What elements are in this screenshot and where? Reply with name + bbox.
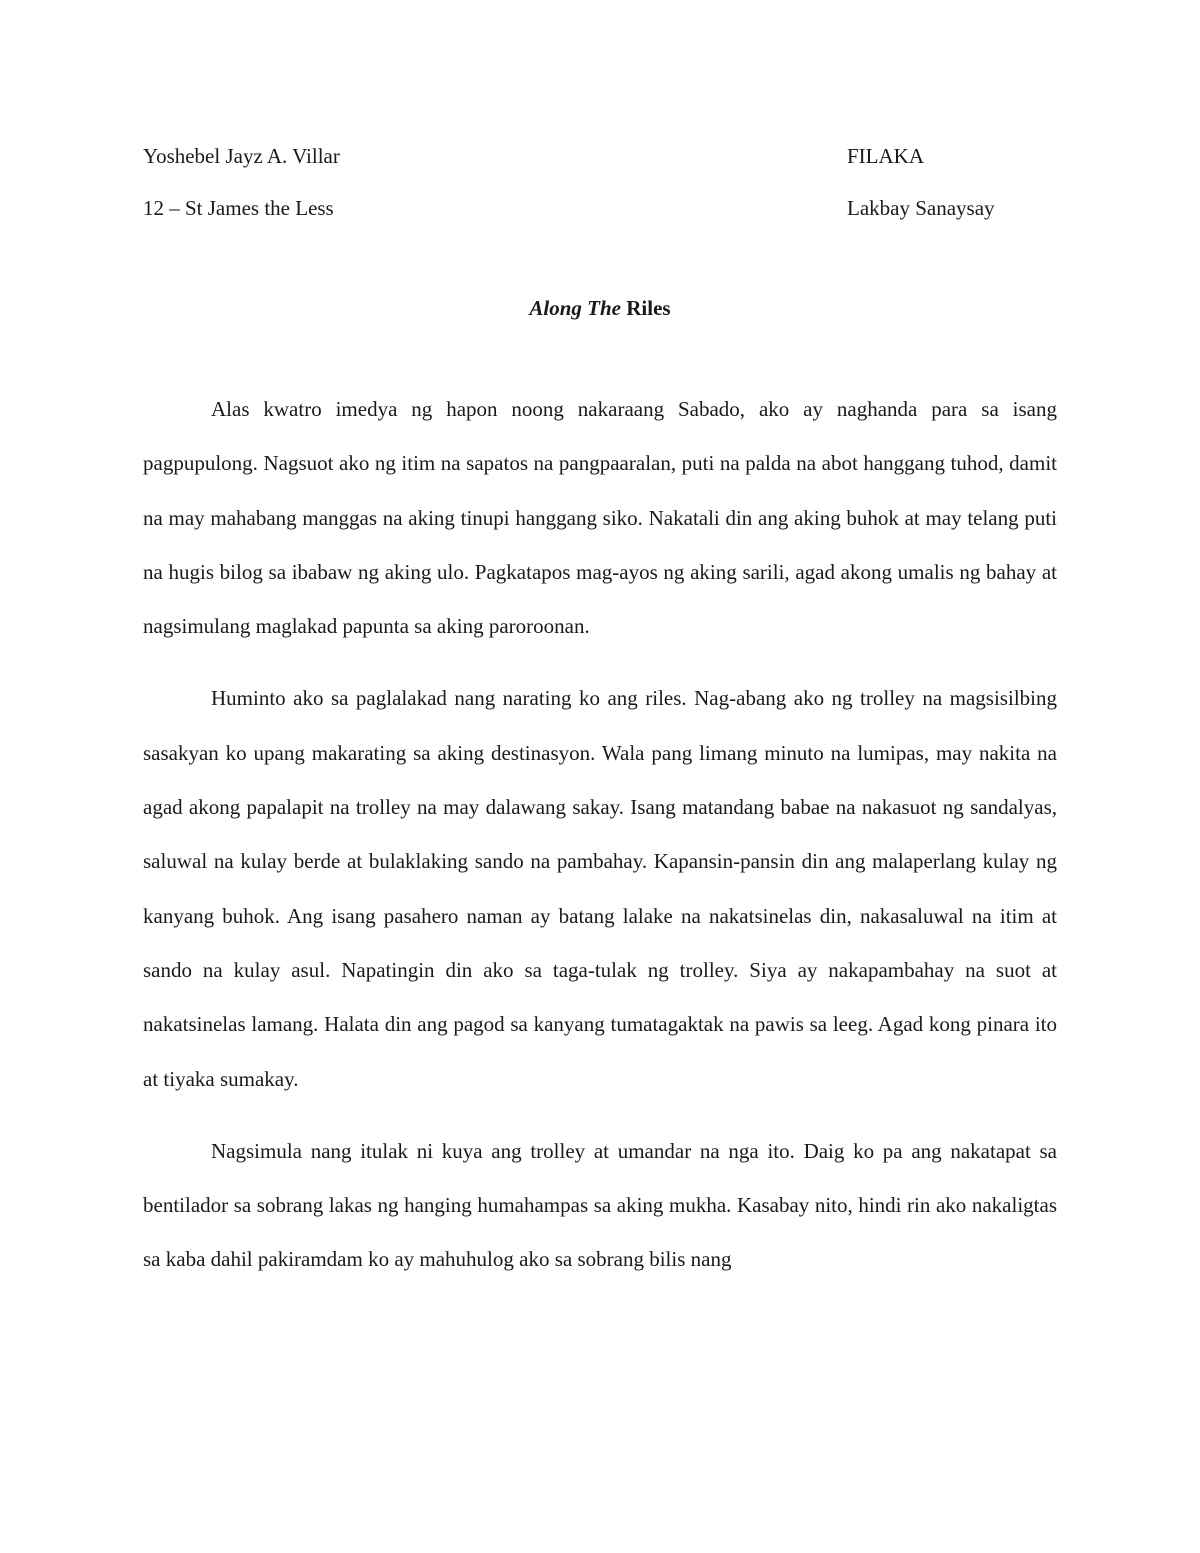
paragraph: Nagsimula nang itulak ni kuya ang trolley at umandar na nga ito. Daig ko pa ang nakatapat sa bentilador sa sobrang lakas ng hanging humahampas sa aking mukha. Kasabay nito, hindi rin ako nakaligtas sa kaba dahil pakiramdam ko ay mahuhulog ako sa sobrang bilis nang xyxy=(143,1138,1057,1272)
essay-title-plain: Riles xyxy=(626,296,671,320)
essay-body xyxy=(143,382,1057,1287)
paragraph: Huminto ako sa paglalakad nang narating ko ang riles. Nag-abang ako ng trolley na magsisilbing sasakyan ko upang makarating sa aking destinasyon. Wala pang limang minuto na lumipas, may nakita na agad akong papalapit na trolley na may dalawang sakay. Isang matandang babae na nakasuot ng sandalyas, saluwal na kulay berde at bulaklaking sando na pambahay. Kapansin-pansin din ang malaperlang kulay ng kanyang buhok. Ang isang pasahero naman ay batang lalake na nakatsinelas din, nakasaluwal na itim at sando na kulay asul. Napatingin din ako sa taga-tulak ng trolley. Siya ay nakapambahay na suot at nakatsinelas lamang. Halata din ang pagod sa kanyang tumatagaktak na pawis sa leeg. Agad kong pinara ito at tiyaka sumakay. xyxy=(143,686,1057,1091)
paragraph: Alas kwatro imedya ng hapon noong nakaraang Sabado, ako ay naghanda para sa isang pagpupulong. Nagsuot ako ng itim na sapatos na pangpaaralan, puti na palda na abot hanggang tuhod, damit na may mahabang manggas na aking tinupi hanggang siko. Nakatali din ang aking buhok at may telang puti na hugis bilog sa ibabaw ng aking ulo. Pagkatapos mag-ayos ng aking sarili, agad akong umalis ng bahay at nagsimulang maglakad papunta sa aking paroroonan. xyxy=(143,397,1057,639)
essay-title-italic: Along The xyxy=(529,296,622,320)
header-row-2 xyxy=(143,193,1057,223)
class-section: 12 – St James the Less xyxy=(143,196,334,220)
header-row-1 xyxy=(143,141,1057,171)
assignment-type: Lakbay Sanaysay xyxy=(847,196,995,220)
author-name: Yoshebel Jayz A. Villar xyxy=(143,144,340,168)
course-name: FILAKA xyxy=(847,144,924,168)
essay-title xyxy=(0,293,1200,323)
